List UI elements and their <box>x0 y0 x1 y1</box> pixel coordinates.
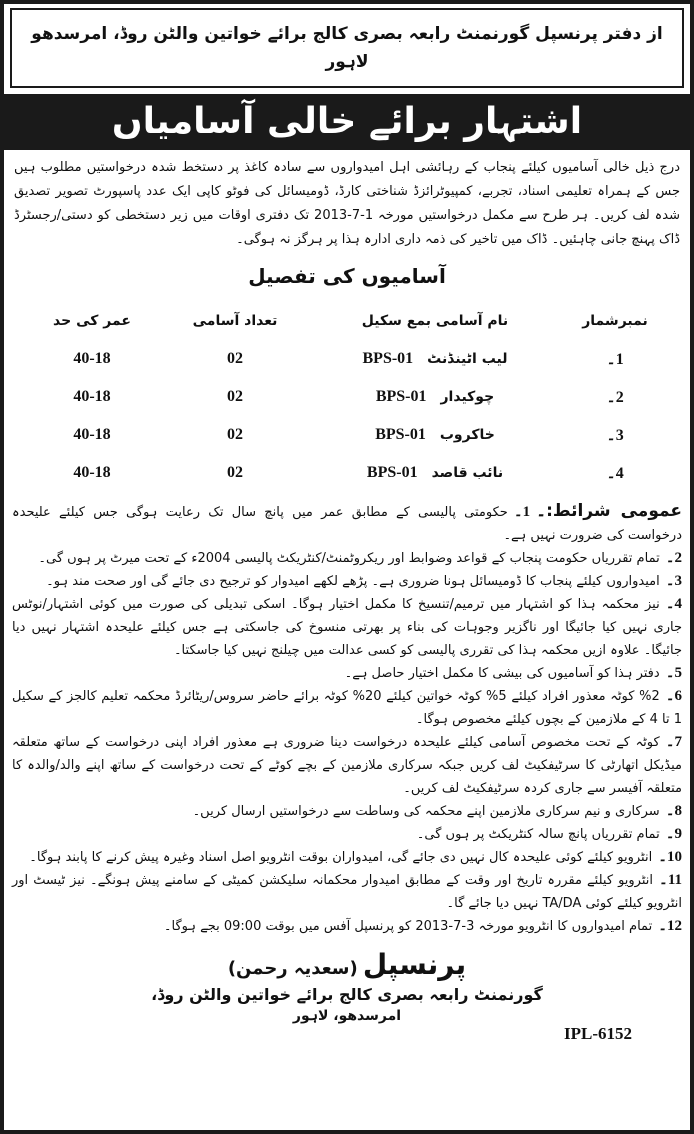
row-post-count: 02 <box>227 388 243 405</box>
row-post-scale: BPS-01 <box>375 388 427 405</box>
condition-item <box>12 547 682 570</box>
condition-item <box>12 846 682 869</box>
row-age-limit: 40-18 <box>73 426 111 443</box>
condition-item <box>12 915 682 938</box>
condition-number: 4۔ <box>665 596 682 612</box>
conditions-heading: عمومی شرائط:۔ <box>536 501 682 521</box>
row-post-name: لیب اٹینڈنٹ <box>427 351 508 367</box>
col-header-serial: نمبرشمار <box>582 313 648 329</box>
condition-text: تمام تقرریاں پانچ سالہ کنٹریکٹ پر ہوں گی۔ <box>416 827 660 842</box>
row-age-limit: 40-18 <box>73 464 111 481</box>
row-post-count: 02 <box>227 426 243 443</box>
condition-text: نیز محکمہ ہذا کو اشتہار میں ترمیم/تنسیخ کا مکمل اختیار ہوگا۔ اسکی تبدیلی کی صورت میں کوئی اشتہار/نوٹس جاری نہیں کیا جائیگا اور ناگزیر وجوہات کی بناء پر بھرتی منسوخ کی جاسکتی ہے جس کیلئے علیحدہ اشتہار نہیں دیا جائیگا۔ علاوہ ازیں محکمہ ہذا کی تقرری پالیسی کو کسی عدالت میں چیلنج نہیں کیا جاسکتا۔ <box>12 597 682 658</box>
general-conditions <box>12 500 682 938</box>
table-header-row <box>24 302 670 340</box>
office-header: از دفتر پرنسپل گورنمنٹ رابعہ بصری کالج برائے خواتین والٹن روڈ، امرسدھو لاہور <box>10 8 684 88</box>
advertisement-title: اشتہار برائے خالی آسامیاں <box>4 94 690 150</box>
row-post-name: خاکروب <box>439 427 495 443</box>
condition-number: 6۔ <box>665 688 683 704</box>
row-post-cell <box>310 388 560 406</box>
condition-number: 3۔ <box>665 573 682 589</box>
table-row <box>24 454 670 492</box>
condition-number: 11۔ <box>659 872 682 888</box>
col-header-post: نام آسامی بمع سکیل <box>361 313 509 329</box>
table-row <box>24 340 670 378</box>
signature-title: پرنسپل <box>362 948 467 981</box>
reference-code: IPL-6152 <box>564 1024 632 1043</box>
signature-name: (سعدیہ رحمن) <box>227 958 358 979</box>
condition-item <box>12 662 682 685</box>
condition-text: امیدواروں کیلئے پنجاب کا ڈومیسائل ہونا ضروری ہے۔ پڑھے لکھے امیدوار کو ترجیح دی جائے گی اور صحت مند ہو۔ <box>46 574 660 589</box>
row-post-name: چوکیدار <box>440 389 495 405</box>
intro-paragraph: درج ذیل خالی آسامیوں کیلئے پنجاب کے رہائشی اہل امیدواروں سے سادہ کاغذ پر دستخط شدہ درخواستیں مطلوب ہیں جس کے ہمراہ تعلیمی اسناد، تجربے، کمپیوٹرائزڈ شناختی کارڈ، ڈومیسائل کی فوٹو کاپی ایک عدد پاسپورٹ تصویر تصدیق شدہ لف کریں۔ ہر طرح سے مکمل درخواستیں مورخہ 1-7-2013 تک دفتری اوقات میں زیر دستخطی کو دستی/رجسٹرڈ ڈاک پہنچ جانی چاہئیں۔ ڈاک میں تاخیر کی ذمہ داری ادارہ ہذا پر ہرگز نہ ہوگی۔ <box>14 160 680 247</box>
condition-item <box>12 731 682 800</box>
condition-text: حکومتی پالیسی کے مطابق عمر میں پانچ سال تک رعایت ہوگی جس کیلئے علیحدہ درخواست کی ضرورت نہیں ہے۔ <box>12 505 682 543</box>
col-header-count: تعداد آسامی <box>192 313 278 329</box>
condition-text: تمام تقرریاں حکومت پنجاب کے قواعد وضوابط اور ریکروٹمنٹ/کنٹریکٹ پالیسی 2004ء کے تحت میرٹ پر ہوں گی۔ <box>38 551 660 566</box>
row-age-limit: 40-18 <box>73 388 111 405</box>
row-serial: 1۔ <box>606 351 624 368</box>
condition-text: انٹرویو کیلئے مقررہ تاریخ اور وقت کے مطابق امیدوار محکمانہ سلیکشن کمیٹی کے سامنے پیش ہونگے۔ نیز ٹیسٹ اور انٹرویو کیلئے کوئی TA/DA نہیں دیا جائے گا۔ <box>12 873 682 911</box>
row-age-limit: 40-18 <box>73 350 111 367</box>
row-serial: 4۔ <box>606 465 624 482</box>
row-post-scale: BPS-01 <box>362 350 414 367</box>
row-post-cell <box>310 350 560 368</box>
condition-number: 7۔ <box>665 734 682 750</box>
vacancy-table <box>24 302 670 492</box>
condition-text: سرکاری و نیم سرکاری ملازمین اپنے محکمہ کی وساطت سے درخواستیں ارسال کریں۔ <box>192 804 660 819</box>
row-post-scale: BPS-01 <box>366 464 418 481</box>
condition-number: 10۔ <box>658 849 682 865</box>
row-post-count: 02 <box>227 464 243 481</box>
condition-text: 2% کوٹہ معذور افراد کیلئے 5% کوٹہ خواتین کیلئے 20% کوٹہ برائے حاضر سروس/ریٹائرڈ محکمہ تعلیم کالجز کے سکیل 1 تا 4 کے ملازمین کے بچوں کیلئے مخصوص ہوگا۔ <box>12 689 682 727</box>
condition-text: تمام امیدواروں کا انٹرویو مورخہ 3-7-2013 کو پرنسپل آفس میں بوقت 09:00 بجے ہوگا۔ <box>163 919 653 934</box>
row-serial: 3۔ <box>606 427 624 444</box>
condition-item <box>12 869 682 915</box>
condition-item <box>12 593 682 662</box>
condition-item <box>12 685 682 731</box>
condition-text: انٹرویو کیلئے کوئی علیحدہ کال نہیں دی جائے گی، امیدواران بوقت انٹرویو اصل اسناد وغیرہ پیش کرنے کا پابند ہوگا۔ <box>29 850 653 865</box>
condition-text: دفتر ہذا کو آسامیوں کی بیشی کا مکمل اختیار حاصل ہے۔ <box>344 666 660 681</box>
condition-text: کوٹہ کے تحت مخصوص آسامی کیلئے علیحدہ درخواست دینا ضروری ہے معذور افراد اپنی درخواست کے ساتھ متعلقہ میڈیکل اتھارٹی کا سرٹیفکیٹ لف کریں جبکہ سرکاری ملازمین کے بچے کوٹے کے تحت درخواست کے ساتھ اپنے والد/والدہ کا متعلقہ آفیسر سے جاری کردہ سرٹیفکیٹ لف کریں۔ <box>12 735 682 796</box>
row-post-count: 02 <box>227 350 243 367</box>
condition-number: 12۔ <box>658 918 682 934</box>
condition-item <box>12 570 682 593</box>
condition-number: 2۔ <box>665 550 682 566</box>
condition-item <box>12 500 682 547</box>
row-serial: 2۔ <box>606 389 624 406</box>
row-post-scale: BPS-01 <box>375 426 426 443</box>
row-post-cell <box>310 426 560 444</box>
condition-number: 8۔ <box>665 803 682 819</box>
col-header-age: عمر کی حد <box>53 313 131 329</box>
table-row <box>24 416 670 454</box>
condition-number: 5۔ <box>665 665 682 681</box>
signature-location: امرسدھو، لاہور <box>292 1008 402 1024</box>
table-row <box>24 378 670 416</box>
row-post-cell <box>310 464 560 482</box>
condition-item <box>12 800 682 823</box>
vacancy-details-title: آسامیوں کی تفصیل <box>248 264 446 288</box>
signature-institution: گورنمنٹ رابعہ بصری کالج برائے خواتین والٹن روڈ، <box>151 985 543 1004</box>
condition-number: 1۔ <box>513 504 531 520</box>
row-post-name: نائب قاصد <box>431 465 504 481</box>
condition-item <box>12 823 682 846</box>
condition-number: 9۔ <box>665 826 682 842</box>
signature-block <box>4 948 690 981</box>
